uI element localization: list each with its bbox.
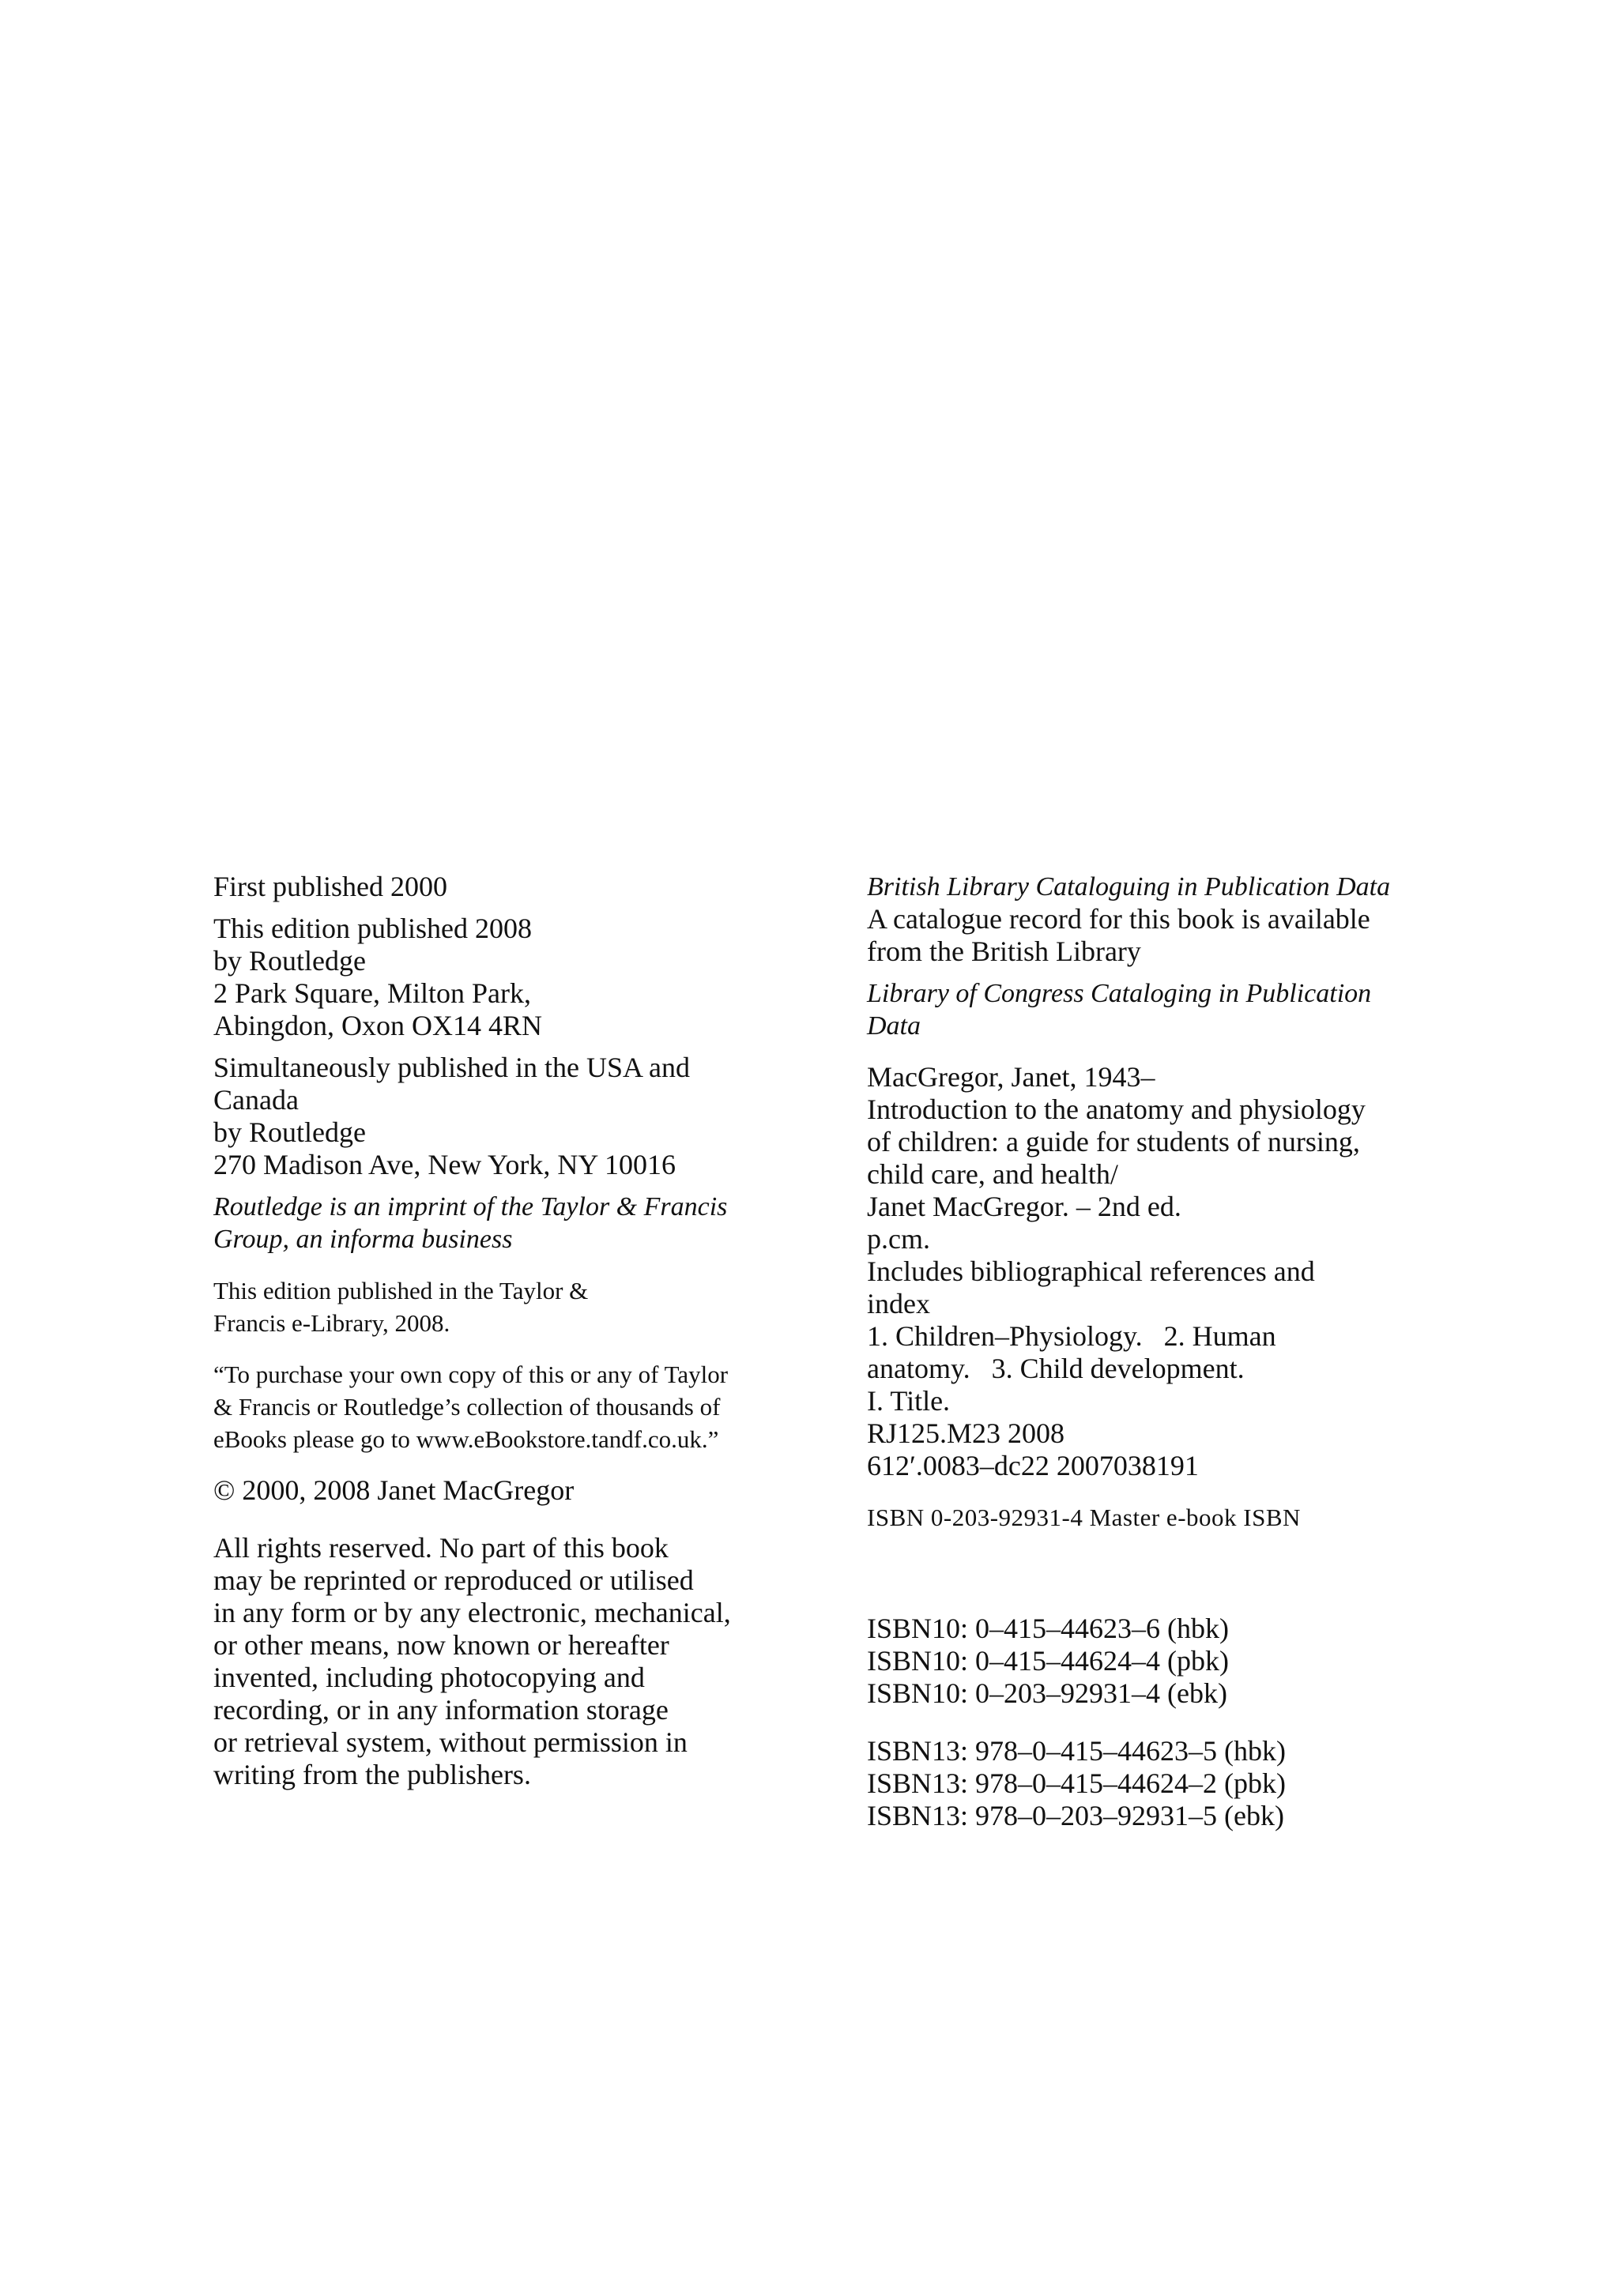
purchase-note: “To purchase your own copy of this or any of Taylor & Francis or Routledge’s collection of thousands of eBooks please go to www.eBookstore.tandf.co.uk.” [213,1361,729,1453]
elibrary-note: This edition published in the Taylor & Francis e-Library, 2008. [213,1277,589,1337]
right-column [867,871,1436,1832]
first-published: First published 2000 [213,871,448,902]
catalog-record: MacGregor, Janet, 1943– Introduction to the anatomy and physiology of children: a guide for students of nursing, child care, and health/ Janet MacGregor. – 2nd ed. p.cm. Includes bibliographical references and index 1. Children–Physiology. 2. Human anatomy. 3. Child development. I. Title. RJ125.M23 2008 612′.0083–dc22 2007038191 [867,1061,1436,1482]
library-of-congress-heading: Library of Congress Cataloging in Publication Data [867,979,1372,1041]
dewey-lccn-row [867,1450,1436,1482]
lccn-number: 2007038191 [1056,1450,1199,1481]
isbn10-list: ISBN10: 0–415–44623–6 (hbk) ISBN10: 0–415–44624–4 (pbk) ISBN10: 0–203–92931–4 (ebk) [867,1613,1229,1709]
usa-canada-block: Simultaneously published in the USA and Canada by Routledge 270 Madison Ave, New York, NY 10016 [213,1052,690,1180]
imprint-note: Routledge is an imprint of the Taylor & Francis Group, an informa business [213,1192,728,1254]
isbn13-list: ISBN13: 978–0–415–44623–5 (hbk) ISBN13: 978–0–415–44624–2 (pbk) ISBN13: 978–0–203–92931–5 (ebk) [867,1735,1286,1831]
isbn-master-block [867,1501,1436,1534]
isbn-master: ISBN 0-203-92931-4 Master e-book ISBN [867,1504,1301,1531]
edition-publisher-block: This edition published 2008 by Routledge 2 Park Square, Milton Park, Abingdon, Oxon OX14 4RN [213,913,543,1041]
british-library-heading: British Library Cataloguing in Publication Data [867,872,1391,901]
left-column [213,871,846,1791]
dewey-number: 612′.0083–dc22 [867,1450,1049,1481]
british-library-text: A catalogue record for this book is available from the British Library [867,903,1370,967]
copyright-line: © 2000, 2008 Janet MacGregor [213,1474,575,1506]
rights-notice: All rights reserved. No part of this book may be reprinted or reproduced or utilised in any form or by any electronic, mechanical, or other means, now known or hereafter invented, including photocopying and recording, or in any information storage or retrieval system, without permission in writing from the publishers. [213,1532,731,1790]
